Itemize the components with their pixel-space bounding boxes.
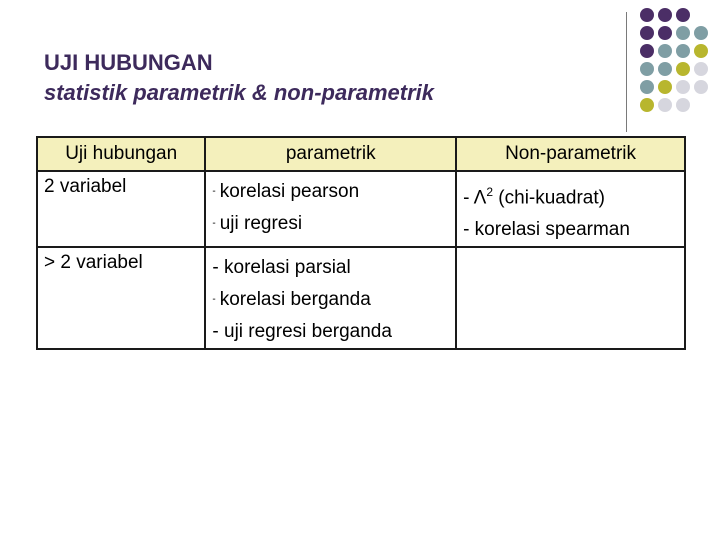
title-line-1: UJI HUBUNGAN bbox=[44, 50, 213, 75]
dot-purple bbox=[640, 44, 654, 58]
list-item bbox=[463, 214, 678, 246]
list-item bbox=[212, 208, 449, 240]
comparison-table bbox=[36, 136, 686, 350]
title-line-2: statistik parametrik & non-parametrik bbox=[44, 80, 435, 105]
header-uji-hubungan: Uji hubungan bbox=[37, 137, 205, 171]
row-label: 2 variabel bbox=[37, 171, 205, 247]
decorative-divider bbox=[626, 12, 627, 132]
table-header-row bbox=[37, 137, 685, 171]
dot-purple bbox=[658, 8, 672, 22]
item-text: uji regresi bbox=[219, 213, 303, 235]
dot-teal bbox=[640, 80, 654, 94]
dot-purple bbox=[676, 8, 690, 22]
slide-title bbox=[44, 48, 434, 108]
item-prefix: - Λ bbox=[463, 187, 487, 209]
item-text: - uji regresi berganda bbox=[212, 321, 392, 343]
dot-olive bbox=[658, 80, 672, 94]
dot-olive bbox=[676, 62, 690, 76]
item-text: korelasi berganda bbox=[219, 289, 371, 311]
nonparametrik-cell bbox=[456, 247, 685, 349]
dot-teal bbox=[640, 62, 654, 76]
nonparametrik-cell bbox=[456, 171, 685, 247]
dot-lightgray bbox=[694, 62, 708, 76]
row-label: > 2 variabel bbox=[37, 247, 205, 349]
dash-marker: - bbox=[212, 218, 216, 230]
superscript: 2 bbox=[486, 185, 494, 199]
dot-teal bbox=[676, 44, 690, 58]
item-text: - korelasi spearman bbox=[463, 219, 630, 241]
dot-purple bbox=[640, 26, 654, 40]
list-item bbox=[212, 176, 449, 208]
list-item bbox=[463, 176, 678, 214]
list-item bbox=[212, 316, 449, 348]
header-non-parametrik: Non-parametrik bbox=[456, 137, 685, 171]
dash-marker: - bbox=[212, 186, 216, 197]
header-parametrik: parametrik bbox=[205, 137, 456, 171]
dot-lightgray bbox=[658, 98, 672, 112]
dot-teal bbox=[676, 26, 690, 40]
list-item bbox=[212, 252, 449, 284]
dot-purple bbox=[658, 26, 672, 40]
table-row bbox=[37, 171, 685, 247]
dot-lightgray bbox=[694, 80, 708, 94]
item-text: korelasi pearson bbox=[219, 181, 360, 203]
dot-teal bbox=[658, 44, 672, 58]
item-text: (chi-kuadrat) bbox=[493, 187, 605, 209]
list-item bbox=[212, 284, 449, 316]
dash-marker: - bbox=[212, 294, 216, 306]
parametrik-cell bbox=[205, 247, 456, 349]
dot-olive bbox=[640, 98, 654, 112]
dot-teal bbox=[694, 26, 708, 40]
dot-purple bbox=[640, 8, 654, 22]
dot-olive bbox=[694, 44, 708, 58]
dot-lightgray bbox=[676, 98, 690, 112]
item-text: - korelasi parsial bbox=[212, 257, 351, 279]
dot-lightgray bbox=[676, 80, 690, 94]
table-row bbox=[37, 247, 685, 349]
parametrik-cell bbox=[205, 171, 456, 247]
dot-teal bbox=[658, 62, 672, 76]
